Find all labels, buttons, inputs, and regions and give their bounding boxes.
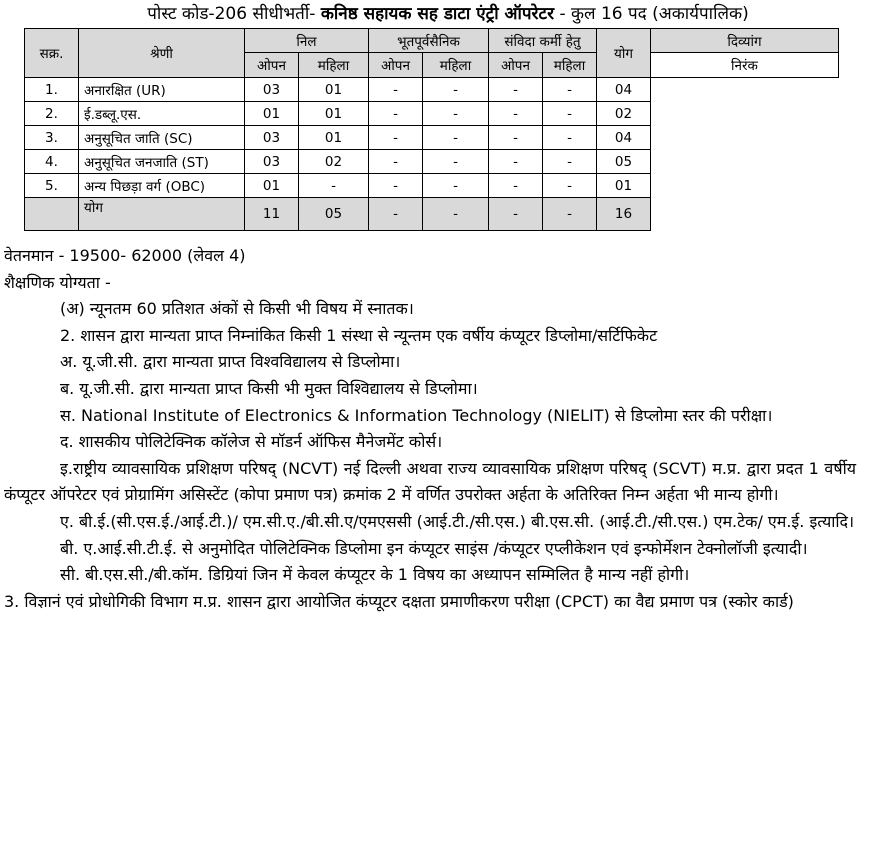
subheader-nil-open: ओपन bbox=[245, 53, 299, 78]
cell-ex-female: - bbox=[423, 102, 489, 126]
qualification-text bbox=[4, 243, 856, 615]
subheader-ex-open: ओपन bbox=[369, 53, 423, 78]
cell-con-female: - bbox=[543, 102, 597, 126]
cell-total: 01 bbox=[597, 174, 651, 198]
cell-nil-open: 03 bbox=[245, 126, 299, 150]
header-sno: सक्र. bbox=[25, 29, 79, 78]
qualification-3: 3. विज्ञानं एवं प्रोधोगिकी विभाग म.प्र. शासन द्वारा आयोजित कंप्यूटर दक्षता प्रमाणीकरण परीक्षा (CPCT) का वैद्य प्रमाण पत्र (स्कोर कार्ड) bbox=[4, 591, 794, 611]
cell-nil-open: 03 bbox=[245, 150, 299, 174]
cell-category: अनुसूचित जाति (SC) bbox=[79, 126, 245, 150]
cell-total: 02 bbox=[597, 102, 651, 126]
table-row bbox=[25, 174, 839, 198]
cell-total: 04 bbox=[597, 126, 651, 150]
qualification-2a: अ. यू.जी.सी. द्वारा मान्यता प्राप्त विश्वविद्यालय से डिप्लोमा। bbox=[60, 352, 401, 372]
qualification-title: शैक्षणिक योग्यता - bbox=[4, 272, 111, 292]
cell-ex-open: - bbox=[369, 78, 423, 102]
cell-con-open: - bbox=[489, 126, 543, 150]
cell-category: अन्य पिछड़ा वर्ग (OBC) bbox=[79, 174, 245, 198]
cell-con-female: - bbox=[543, 150, 597, 174]
table-total-row bbox=[25, 198, 839, 231]
cell-total-ex-open: - bbox=[369, 198, 423, 231]
cell-nil-open: 01 bbox=[245, 174, 299, 198]
cell-ex-open: - bbox=[369, 126, 423, 150]
cell-ex-female: - bbox=[423, 78, 489, 102]
header-category: श्रेणी bbox=[79, 29, 245, 78]
divyang-cell: निरंक bbox=[651, 53, 839, 78]
qualification-2: 2. शासन द्वारा मान्यता प्राप्त निम्नांकित किसी 1 संस्था से न्यून्तम एक वर्षीय कंप्यूटर डिप्लोमा/सर्टिफिकेट bbox=[60, 325, 658, 345]
cell-total-con-open: - bbox=[489, 198, 543, 231]
cell-ex-open: - bbox=[369, 150, 423, 174]
cell-ex-open: - bbox=[369, 174, 423, 198]
cell-ex-female: - bbox=[423, 126, 489, 150]
table-row bbox=[25, 150, 839, 174]
cell-sno: 1. bbox=[25, 78, 79, 102]
cell-total-ex-female: - bbox=[423, 198, 489, 231]
cell-category: ई.डब्लू.एस. bbox=[79, 102, 245, 126]
qualification-1: (अ) न्यूनतम 60 प्रतिशत अंकों से किसी भी विषय में स्नातक। bbox=[60, 299, 414, 319]
table-row bbox=[25, 102, 839, 126]
cell-ex-female: - bbox=[423, 150, 489, 174]
pay-scale: वेतनमान - 19500- 62000 (लेवल 4) bbox=[4, 246, 246, 265]
table-row bbox=[25, 78, 839, 102]
qualification-2e: इ.राष्ट्रीय व्यावसायिक प्रशिक्षण परिषद् (NCVT) नई दिल्ली अथवा राज्य व्यावसायिक प्रशिक्षण परिषद् (SCVT) म.प्र. द्वारा प्रदत 1 वर्षीय कंप्यूटर ऑपरेटर एवं प्रोग्रामिंग असिस्टेंट (कोपा प्रमाण पत्र) क्रमांक 2 में वर्णित उपरोक्त अर्हता के अतिरिक्त निम्न अर्हता भी मान्य होगी। bbox=[4, 458, 856, 505]
cell-nil-female: - bbox=[299, 174, 369, 198]
cell-total-nil-female: 05 bbox=[299, 198, 369, 231]
cell-sno: 2. bbox=[25, 102, 79, 126]
cell-total: 04 bbox=[597, 78, 651, 102]
cell-nil-open: 03 bbox=[245, 78, 299, 102]
cell-total-con-female: - bbox=[543, 198, 597, 231]
cell-ex-open: - bbox=[369, 102, 423, 126]
cell-sno: 3. bbox=[25, 126, 79, 150]
cell-nil-female: 02 bbox=[299, 150, 369, 174]
qualification-2e-a: ए. बी.ई.(सी.एस.ई./आई.टी.)/ एम.सी.ए./बी.सी.ए/एमएससी (आई.टी./सी.एस.) बी.एस.सी. (आई.टी./सी.एस.) एम.टेक/ एम.ई. इत्यादि। bbox=[60, 511, 855, 531]
cell-con-female: - bbox=[543, 78, 597, 102]
cell-con-open: - bbox=[489, 78, 543, 102]
cell-nil-open: 01 bbox=[245, 102, 299, 126]
header-ex-servicemen: भूतपूर्वसैनिक bbox=[369, 29, 489, 53]
cell-con-female: - bbox=[543, 174, 597, 198]
cell-category: अनारक्षित (UR) bbox=[79, 78, 245, 102]
subheader-con-open: ओपन bbox=[489, 53, 543, 78]
heading-prefix: पोस्ट कोड-206 सीधीभर्ती- bbox=[147, 4, 316, 24]
cell-sno: 4. bbox=[25, 150, 79, 174]
heading-post-name: कनिष्ठ सहायक सह डाटा एंट्री ऑपरेटर bbox=[320, 4, 555, 24]
cell-ex-female: - bbox=[423, 174, 489, 198]
cell-total-total: 16 bbox=[597, 198, 651, 231]
header-nil: निल bbox=[245, 29, 369, 53]
table-row bbox=[25, 126, 839, 150]
cell-nil-female: 01 bbox=[299, 78, 369, 102]
heading-suffix: - कुल 16 पद (अकार्यपालिक) bbox=[559, 4, 749, 24]
cell-total-label: योग bbox=[79, 198, 245, 231]
cell-nil-female: 01 bbox=[299, 102, 369, 126]
qualification-2e-b: बी. ए.आई.सी.टी.ई. से अनुमोदित पोलिटेक्निक डिप्लोमा इन कंप्यूटर साइंस /कंप्यूटर एप्लीकेशन एवं इन्फोर्मेशन टेक्नोलॉजी इत्यादी। bbox=[60, 538, 808, 558]
cell-total-sno bbox=[25, 198, 79, 231]
qualification-2d: द. शासकीय पोलिटेक्निक कॉलेज से मॉडर्न ऑफिस मैनेजमेंट कोर्स। bbox=[60, 432, 443, 452]
post-heading bbox=[0, 1, 896, 27]
qualification-2b: ब. यू.जी.सी. द्वारा मान्यता प्राप्त किसी भी मुक्त विश्विद्यालय से डिप्लोमा। bbox=[60, 378, 478, 398]
cell-con-open: - bbox=[489, 150, 543, 174]
subheader-nil-female: महिला bbox=[299, 53, 369, 78]
cell-total: 05 bbox=[597, 150, 651, 174]
cell-con-open: - bbox=[489, 174, 543, 198]
qualification-2c: स. National Institute of Electronics & Information Technology (NIELIT) से डिप्लोमा स्तर की परीक्षा। bbox=[60, 405, 773, 425]
cell-sno: 5. bbox=[25, 174, 79, 198]
subheader-con-female: महिला bbox=[543, 53, 597, 78]
cell-con-open: - bbox=[489, 102, 543, 126]
vacancy-table bbox=[24, 28, 839, 231]
subheader-ex-female: महिला bbox=[423, 53, 489, 78]
header-total: योग bbox=[597, 29, 651, 78]
cell-total-nil-open: 11 bbox=[245, 198, 299, 231]
header-contract: संविदा कर्मी हेतु bbox=[489, 29, 597, 53]
cell-con-female: - bbox=[543, 126, 597, 150]
cell-category: अनुसूचित जनजाति (ST) bbox=[79, 150, 245, 174]
cell-nil-female: 01 bbox=[299, 126, 369, 150]
table-header-row bbox=[25, 29, 839, 53]
qualification-2e-c: सी. बी.एस.सी./बी.कॉम. डिग्रियां जिन में केवल कंप्यूटर के 1 विषय का अध्यापन सम्मिलित है मान्य नहीं होगी। bbox=[60, 565, 690, 585]
header-divyang: दिव्यांग bbox=[651, 29, 839, 53]
